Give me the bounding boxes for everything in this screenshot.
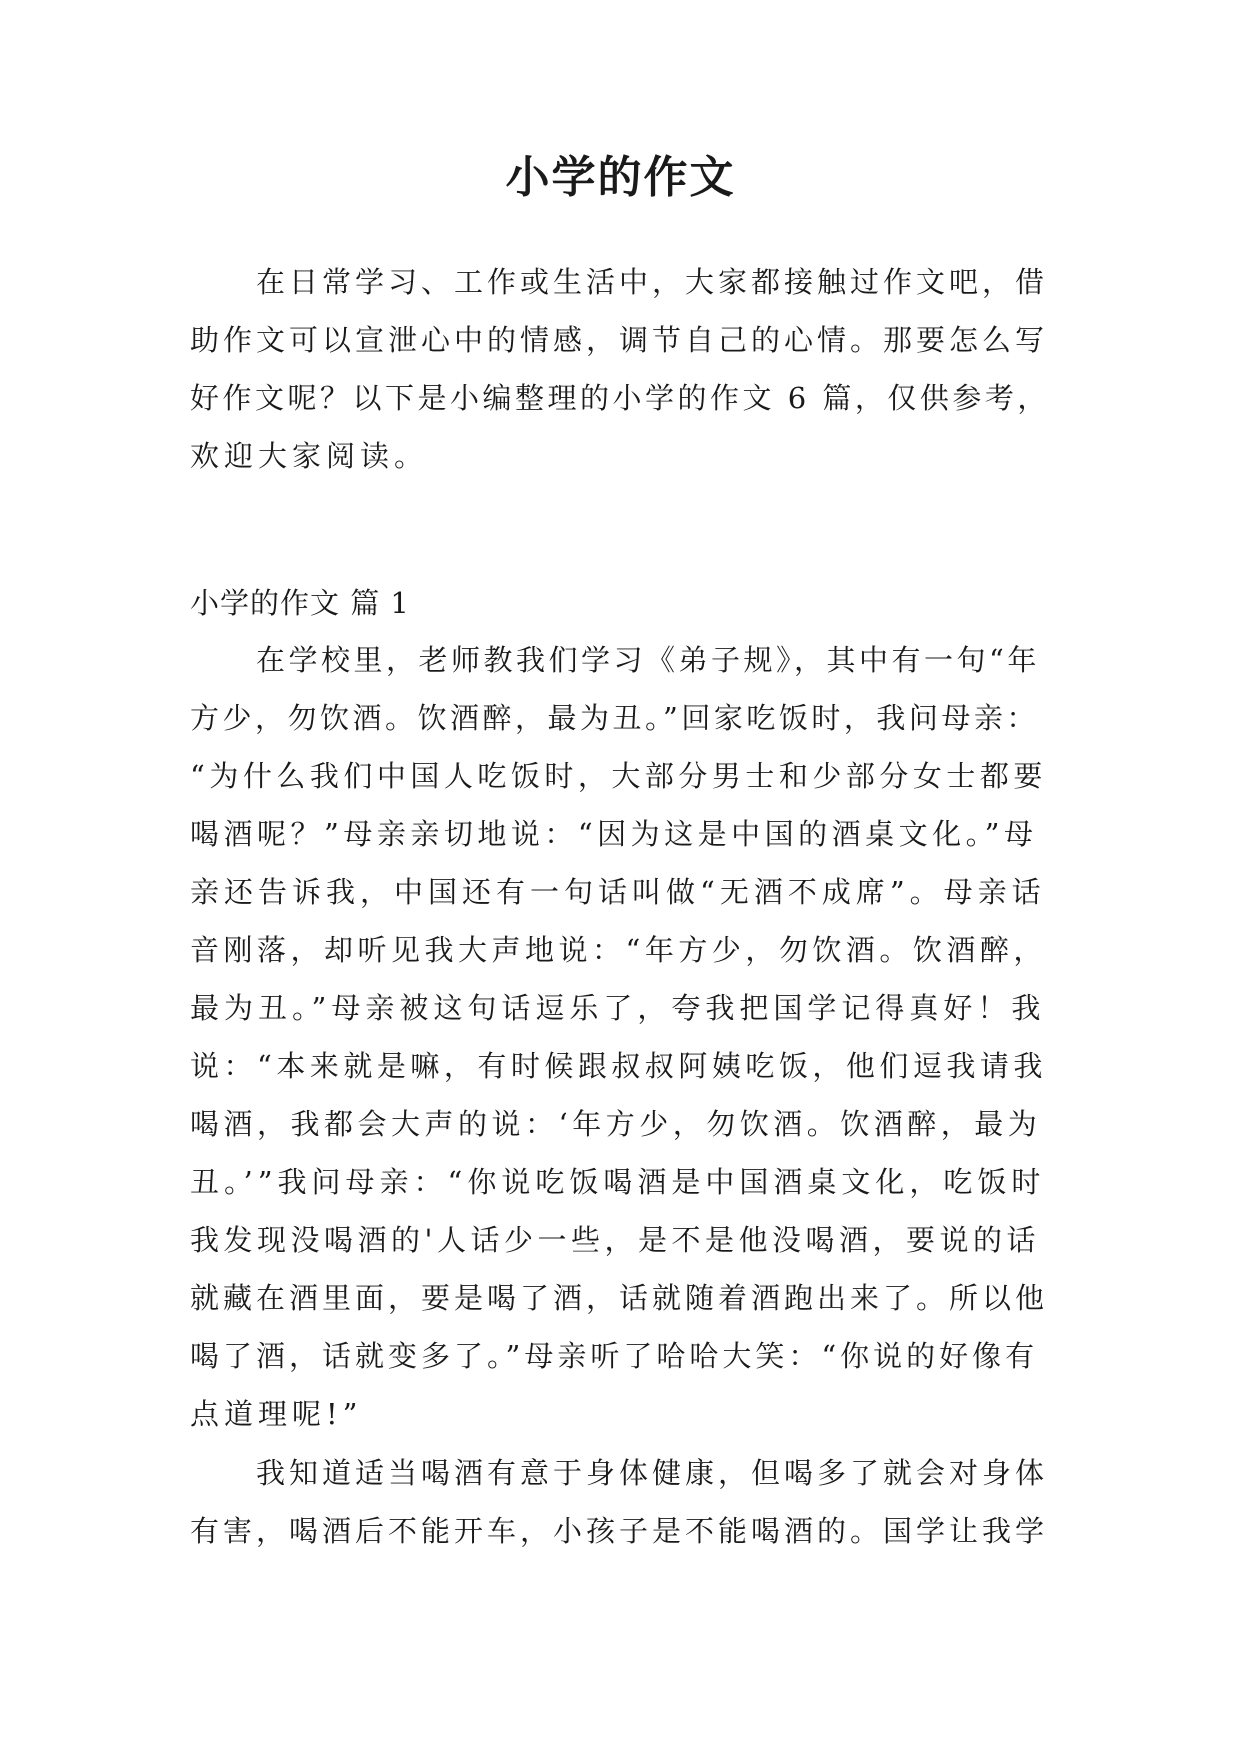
text-line: 我发现没喝酒的'人话少一些，是不是他没喝酒，要说的话 bbox=[190, 1223, 1040, 1257]
page-title: 小学的作文 bbox=[505, 152, 736, 203]
essay-paragraph-1 bbox=[190, 631, 1050, 1443]
intro-paragraph bbox=[190, 253, 1050, 485]
text-line: 有害，喝酒后不能开车，小孩子是不能喝酒的。国学让我学 bbox=[190, 1514, 1049, 1548]
text-line: 欢迎大家阅读。 bbox=[190, 439, 429, 473]
text-line: 好作文呢？以下是小编整理的小学的作文 6 篇，仅供参考， bbox=[190, 381, 1050, 415]
text-line: 音刚落，却听见我大声地说：“年方少，勿饮酒。饮酒醉， bbox=[190, 933, 1047, 967]
text-line: 最为丑。”母亲被这句话逗乐了，夸我把国学记得真好！我 bbox=[190, 991, 1046, 1025]
text-line: “为什么我们中国人吃饭时，大部分男士和少部分女士都要 bbox=[190, 759, 1047, 793]
essay-paragraph-2 bbox=[190, 1444, 1050, 1560]
text-line: 在学校里，老师教我们学习《弟子规》，其中有一句“年 bbox=[256, 643, 1040, 677]
text-line: 就藏在酒里面，要是喝了酒，话就随着酒跑出来了。所以他 bbox=[190, 1281, 1049, 1315]
text-line: 助作文可以宣泄心中的情感，调节自己的心情。那要怎么写 bbox=[190, 323, 1049, 357]
text-line: 丑。’”我问母亲：“你说吃饭喝酒是中国酒桌文化，吃饭时 bbox=[190, 1165, 1046, 1199]
text-line: 喝酒，我都会大声的说：‘年方少，勿饮酒。饮酒醉，最为 bbox=[190, 1107, 1042, 1141]
text-line: 喝了酒，话就变多了。”母亲听了哈哈大笑：“你说的好像有 bbox=[190, 1339, 1039, 1373]
section-heading: 小学的作文 篇 1 bbox=[190, 586, 410, 620]
section-heading-block bbox=[190, 574, 1050, 632]
text-line: 在日常学习、工作或生活中，大家都接触过作文吧，借 bbox=[256, 265, 1049, 299]
text-line: 喝酒呢？”母亲亲切地说：“因为这是中国的酒桌文化。”母 bbox=[190, 817, 1038, 851]
text-line: 点道理呢!” bbox=[190, 1397, 363, 1431]
text-line: 说：“本来就是嘛，有时候跟叔叔阿姨吃饭，他们逗我请我 bbox=[190, 1049, 1047, 1083]
text-line: 亲还告诉我，中国还有一句话叫做“无酒不成席”。母亲话 bbox=[190, 875, 1046, 909]
text-line: 我知道适当喝酒有意于身体健康，但喝多了就会对身体 bbox=[256, 1456, 1049, 1490]
text-line: 方少，勿饮酒。饮酒醉，最为丑。”回家吃饭时，我问母亲： bbox=[190, 701, 1039, 735]
